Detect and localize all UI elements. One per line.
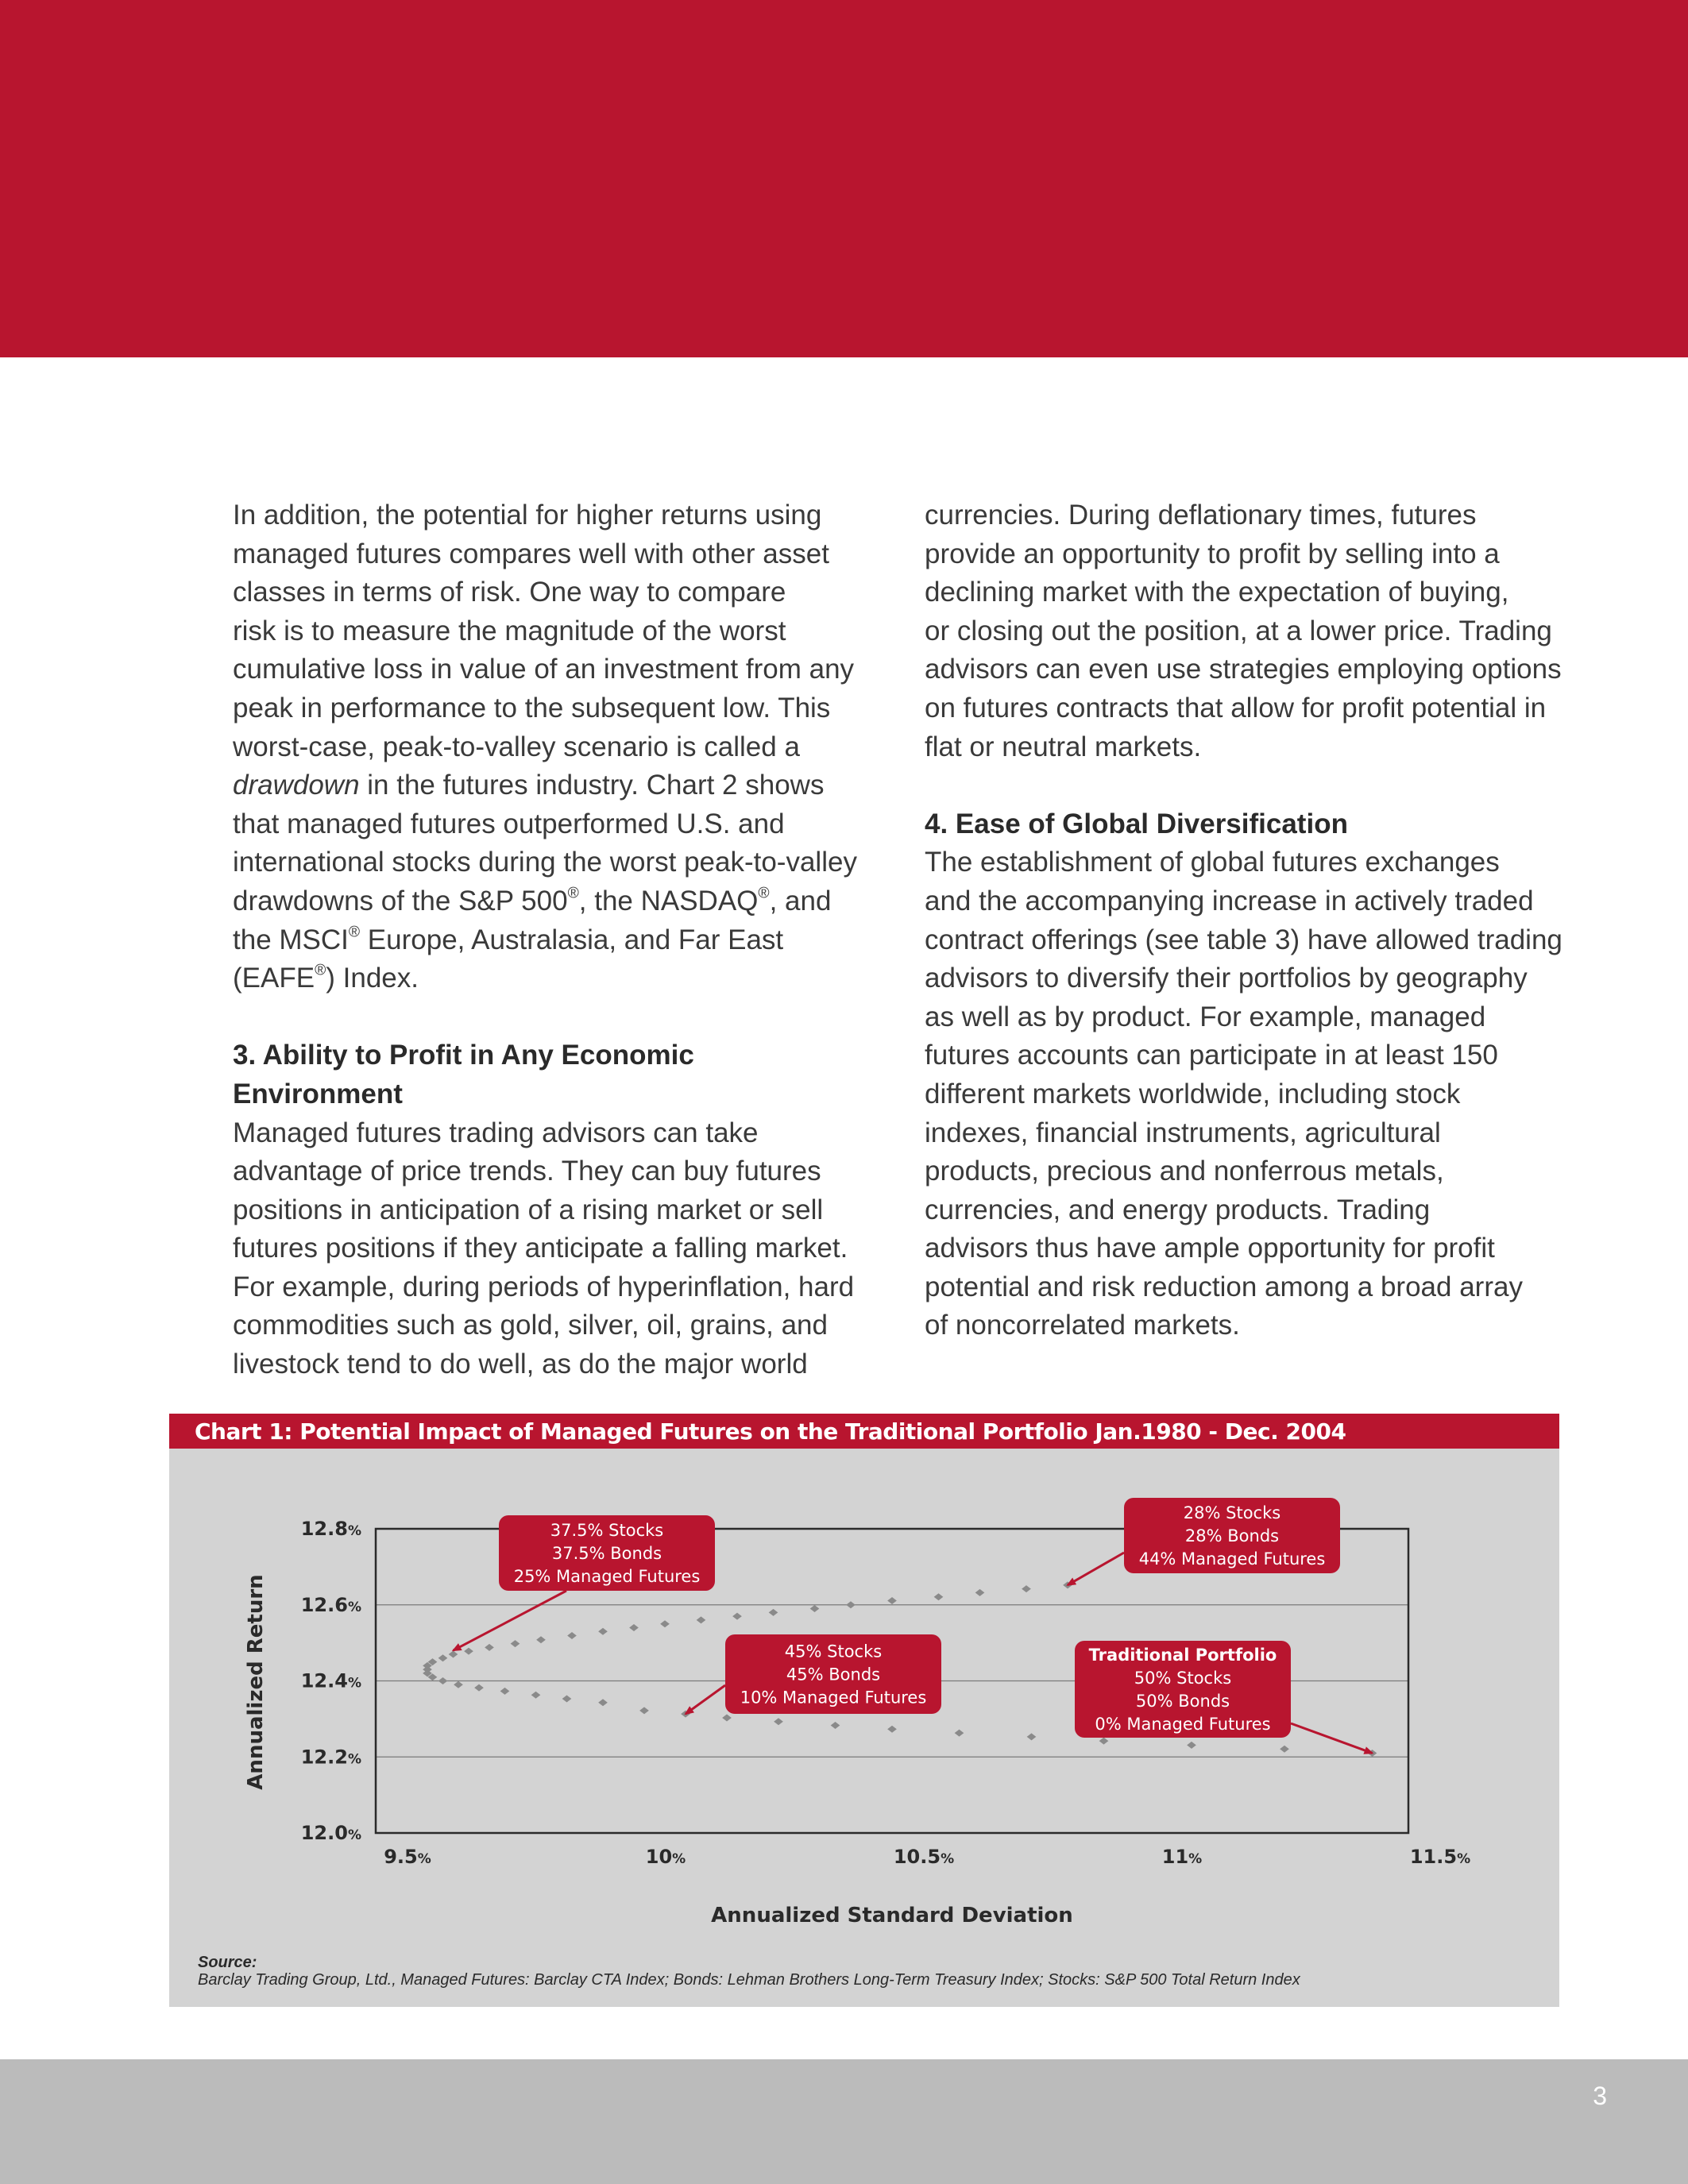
data-point — [562, 1696, 572, 1703]
text-line: advantage of price trends. They can buy futures — [233, 1156, 821, 1187]
text-line: that managed futures outperformed U.S. and — [233, 808, 785, 839]
text-line: futures positions if they anticipate a falling market. — [233, 1233, 848, 1264]
callout-text: 25% Managed Futures — [513, 1567, 701, 1586]
callout-text: Traditional Portfolio — [1088, 1646, 1277, 1665]
source-text: Barclay Trading Group, Ltd., Managed Futures: Barclay CTA Index; Bonds: Lehman Brothers Long-Term Treasury Index; Stocks: S&P 500 Total Return Index — [198, 1971, 1300, 1989]
callout-arrow — [1291, 1723, 1373, 1753]
text-line: The establishment of global futures exchanges — [925, 847, 1500, 878]
section-heading-3: 3. Ability to Profit in Any Economic Environment — [233, 1040, 694, 1109]
page-number: 3 — [1593, 2082, 1607, 2110]
data-point — [474, 1684, 484, 1692]
data-point — [697, 1616, 706, 1623]
data-point — [810, 1605, 820, 1612]
text-line: flat or neutral markets. — [925, 731, 1202, 762]
text-line: worst-case, peak-to-valley scenario is called a — [233, 731, 800, 762]
data-point — [598, 1628, 608, 1635]
right-column — [925, 496, 1562, 1345]
text-line: as well as by product. For example, managed — [925, 1001, 1486, 1032]
data-point — [955, 1730, 964, 1737]
paragraph-deflation — [925, 496, 1562, 766]
data-point — [531, 1692, 541, 1699]
text-fragment: , the NASDAQ — [578, 885, 759, 916]
data-point — [975, 1589, 985, 1596]
text-fragment: in the futures industry. Chart 2 shows — [359, 770, 825, 801]
y-tick-label: 12.0% — [300, 1822, 361, 1844]
data-point — [511, 1640, 520, 1647]
source-label: Source: — [198, 1954, 257, 1971]
text-fragment: drawdowns of the S&P 500 — [233, 885, 568, 916]
text-fragment: Europe, Australasia, and Far East — [360, 924, 784, 955]
callout-text: 37.5% Bonds — [551, 1544, 662, 1563]
text-fragment: (EAFE — [233, 963, 315, 994]
text-line: on futures contracts that allow for profit potential in — [925, 692, 1547, 723]
chart-panel — [169, 1414, 1559, 2007]
paragraph-global-diversification — [925, 843, 1562, 1345]
text-line: livestock tend to do well, as do the major world — [233, 1349, 808, 1380]
y-axis-title: Annualized Return — [244, 1574, 268, 1790]
data-point — [438, 1677, 448, 1684]
callout-text: 50% Bonds — [1135, 1692, 1230, 1711]
text-line: and the accompanying increase in actively traded — [925, 885, 1534, 916]
section-heading-4: 4. Ease of Global Diversification — [925, 808, 1348, 839]
callout-arrow — [686, 1685, 725, 1714]
data-point — [485, 1644, 494, 1651]
text-line: international stocks during the worst peak-to-valley — [233, 847, 857, 878]
data-point — [846, 1601, 856, 1608]
callout-arrow — [1068, 1553, 1124, 1585]
registered-mark: ® — [758, 885, 770, 902]
text-line: cumulative loss in value of an investment from any — [233, 654, 855, 685]
left-column — [233, 496, 860, 1384]
data-point — [454, 1681, 463, 1688]
data-point — [732, 1613, 742, 1620]
data-point — [934, 1593, 944, 1600]
text-line — [233, 882, 860, 921]
data-point — [449, 1650, 458, 1657]
text-line: advisors to diversify their portfolios by geography — [925, 963, 1528, 994]
header-corner-cut — [0, 357, 1688, 516]
x-axis-title: Annualized Standard Deviation — [711, 1904, 1073, 1927]
data-point — [722, 1714, 732, 1721]
text-line: positions in anticipation of a rising market or sell — [233, 1194, 824, 1225]
paragraph-gap — [233, 998, 860, 1037]
paragraph-economic-environment — [233, 1114, 860, 1384]
data-point — [639, 1707, 649, 1714]
text-line: potential and risk reduction among a broad array — [925, 1271, 1523, 1302]
callout-text: 44% Managed Futures — [1138, 1549, 1326, 1569]
text-line: currencies. During deflationary times, futures — [925, 500, 1477, 531]
data-point — [887, 1597, 897, 1604]
text-line: provide an opportunity to profit by selling into a — [925, 538, 1500, 569]
chart-plot — [169, 1414, 1559, 1954]
data-point — [1027, 1733, 1037, 1740]
drawdown-term: drawdown — [233, 770, 360, 801]
y-tick-label: 12.8% — [300, 1518, 361, 1540]
text-line — [233, 959, 860, 998]
x-tick-label: 10% — [645, 1846, 686, 1868]
text-line: managed futures compares well with other asset — [233, 538, 829, 569]
callout-arrow — [454, 1591, 567, 1650]
text-line: different markets worldwide, including stock — [925, 1078, 1461, 1109]
data-point — [567, 1632, 577, 1639]
text-line: futures accounts can participate in at least 150 — [925, 1040, 1498, 1071]
text-line: indexes, financial instruments, agricultural — [925, 1117, 1441, 1148]
registered-mark: ® — [315, 962, 326, 979]
data-point — [831, 1722, 840, 1729]
text-fragment: , and — [769, 885, 832, 916]
text-line: classes in terms of risk. One way to compare — [233, 577, 786, 608]
text-line: For example, during periods of hyperinflation, hard — [233, 1271, 855, 1302]
text-line: of noncorrelated markets. — [925, 1310, 1240, 1341]
y-tick-label: 12.6% — [300, 1593, 361, 1616]
callout-text: 10% Managed Futures — [740, 1688, 927, 1707]
text-line: Managed futures trading advisors can take — [233, 1117, 759, 1148]
data-point — [500, 1688, 510, 1695]
callout-text: 37.5% Stocks — [550, 1521, 664, 1540]
text-fragment: the MSCI — [233, 924, 349, 955]
text-line — [233, 766, 860, 805]
registered-mark: ® — [567, 885, 579, 902]
callout-text: 45% Stocks — [784, 1642, 883, 1661]
y-tick-label: 12.2% — [300, 1746, 361, 1769]
text-line: or closing out the position, at a lower price. Trading — [925, 615, 1552, 646]
text-line: currencies, and energy products. Trading — [925, 1194, 1431, 1225]
text-line: risk is to measure the magnitude of the worst — [233, 615, 786, 646]
registered-mark: ® — [348, 924, 361, 941]
callout-text: 0% Managed Futures — [1095, 1715, 1271, 1734]
paragraph-gap — [925, 766, 1552, 805]
text-line: In addition, the potential for higher returns using — [233, 500, 822, 531]
callout-text: 45% Bonds — [786, 1665, 881, 1684]
data-point — [769, 1609, 778, 1616]
data-point — [629, 1624, 639, 1631]
data-point — [1099, 1738, 1109, 1745]
text-line — [233, 921, 860, 960]
data-point — [660, 1620, 670, 1627]
text-fragment: ) Index. — [326, 963, 419, 994]
text-line: advisors can even use strategies employing options — [925, 654, 1562, 685]
data-point — [536, 1636, 546, 1643]
data-point — [887, 1726, 897, 1733]
data-point — [598, 1699, 608, 1706]
data-point — [464, 1648, 473, 1655]
text-line: contract offerings (see table 3) have allowed trading — [925, 924, 1562, 955]
callout-text: 28% Bonds — [1184, 1526, 1280, 1545]
x-tick-label: 10.5% — [893, 1846, 955, 1868]
footer-band — [0, 2059, 1688, 2184]
x-tick-label: 9.5% — [384, 1846, 431, 1868]
y-tick-label: 12.4% — [300, 1669, 361, 1692]
x-tick-label: 11% — [1161, 1846, 1203, 1868]
callout-text: 50% Stocks — [1134, 1669, 1232, 1688]
text-line: declining market with the expectation of buying, — [925, 577, 1509, 608]
data-point — [774, 1718, 783, 1725]
text-line: peak in performance to the subsequent low. This — [233, 692, 831, 723]
data-point — [1022, 1585, 1031, 1592]
text-line: advisors thus have ample opportunity for profit — [925, 1233, 1495, 1264]
callout-text: 28% Stocks — [1183, 1503, 1281, 1522]
data-point — [1280, 1746, 1289, 1753]
data-point — [438, 1654, 448, 1661]
x-tick-label: 11.5% — [1409, 1846, 1471, 1868]
text-line: commodities such as gold, silver, oil, grains, and — [233, 1310, 828, 1341]
paragraph-drawdown — [233, 496, 860, 998]
data-point — [1187, 1742, 1196, 1749]
header-band — [0, 0, 1688, 357]
text-line: products, precious and nonferrous metals, — [925, 1156, 1444, 1187]
chart-title: Chart 1: Potential Impact of Managed Futures on the Traditional Portfolio Jan.1980 - Dec. 2004 — [195, 1418, 1346, 1445]
